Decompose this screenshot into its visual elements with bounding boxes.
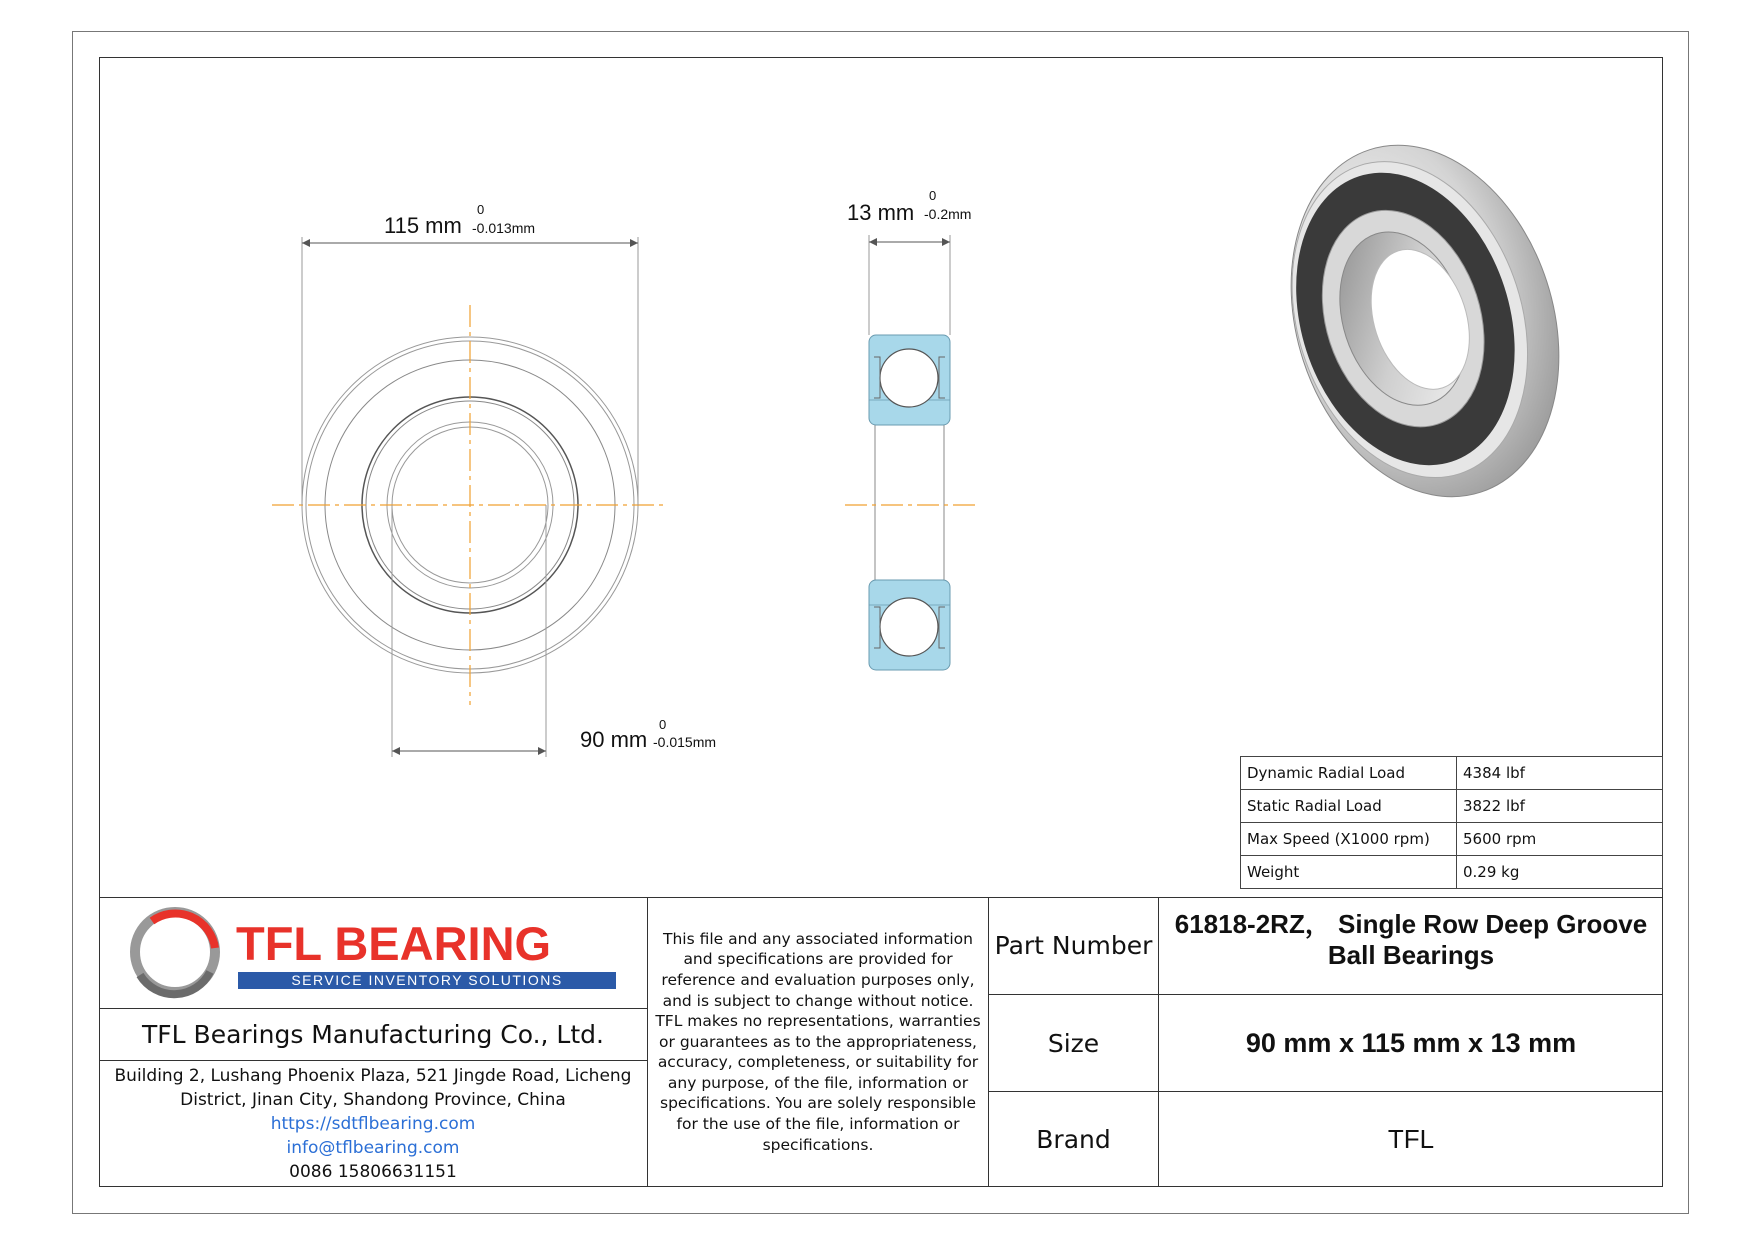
spec-label: Static Radial Load [1241,790,1457,823]
brand-label: Brand [989,1092,1159,1187]
spec-value: 0.29 kg [1457,856,1663,889]
spec-label: Dynamic Radial Load [1241,757,1457,790]
table-row [1241,757,1663,790]
table-row [1241,856,1663,889]
bore-upper-tol: 0 [659,717,667,732]
bearing-3d-render [1248,110,1603,531]
website-link[interactable]: https://sdtflbearing.com [270,1114,476,1134]
front-view [272,237,668,757]
brand-value: TFL [1387,1124,1435,1154]
side-section-view [845,235,975,670]
part-number-label: Part Number [989,897,1159,995]
od-value: 115 mm [384,213,462,238]
phone-number: 0086 15806631151 [289,1162,457,1182]
logo-tagline: SERVICE INVENTORY SOLUTIONS [291,972,563,988]
size-value: 90 mm x 115 mm x 13 mm [1159,995,1663,1092]
size-label: Size [989,995,1159,1092]
width-value: 13 mm [847,200,915,225]
spec-label: Max Speed (X1000 rpm) [1241,823,1457,856]
bore-value: 90 mm [580,727,648,752]
spec-label: Weight [1241,856,1457,889]
bore-lower-tol: -0.015mm [653,734,717,750]
width-lower-tol: -0.2mm [924,206,972,222]
logo-wordmark: TFL BEARING [236,917,552,970]
company-contact [99,1061,648,1187]
spec-table [1240,756,1663,889]
spec-value: 4384 lbf [1457,757,1663,790]
logo-area [99,897,648,1009]
email-link[interactable]: info@tflbearing.com [286,1138,460,1158]
table-row [1241,823,1663,856]
address-line: District, Jinan City, Shandong Province, China [180,1090,566,1110]
part-number-value: 61818-2RZ， Single Row Deep Groove Ball Bearings [1159,897,1663,995]
table-row [1241,790,1663,823]
disclaimer-text: This file and any associated information and specifications are provided for reference and evaluation purposes only, and is subject to change without notice. TFL makes no representations, warranties or guarantees as to the appropriateness, accuracy, completeness, or suitability for any purpose, of the file, information or specifications. You are solely responsible for the use of the file, information or specifications. [648,897,989,1187]
width-upper-tol: 0 [929,188,937,203]
spec-value: 5600 rpm [1457,823,1663,856]
spec-value: 3822 lbf [1457,790,1663,823]
company-name: TFL Bearings Manufacturing Co., Ltd. [99,1009,648,1061]
od-lower-tol: -0.013mm [472,220,536,236]
od-upper-tol: 0 [477,202,485,217]
address-line: Building 2, Lushang Phoenix Plaza, 521 Jingde Road, Licheng [114,1066,632,1086]
